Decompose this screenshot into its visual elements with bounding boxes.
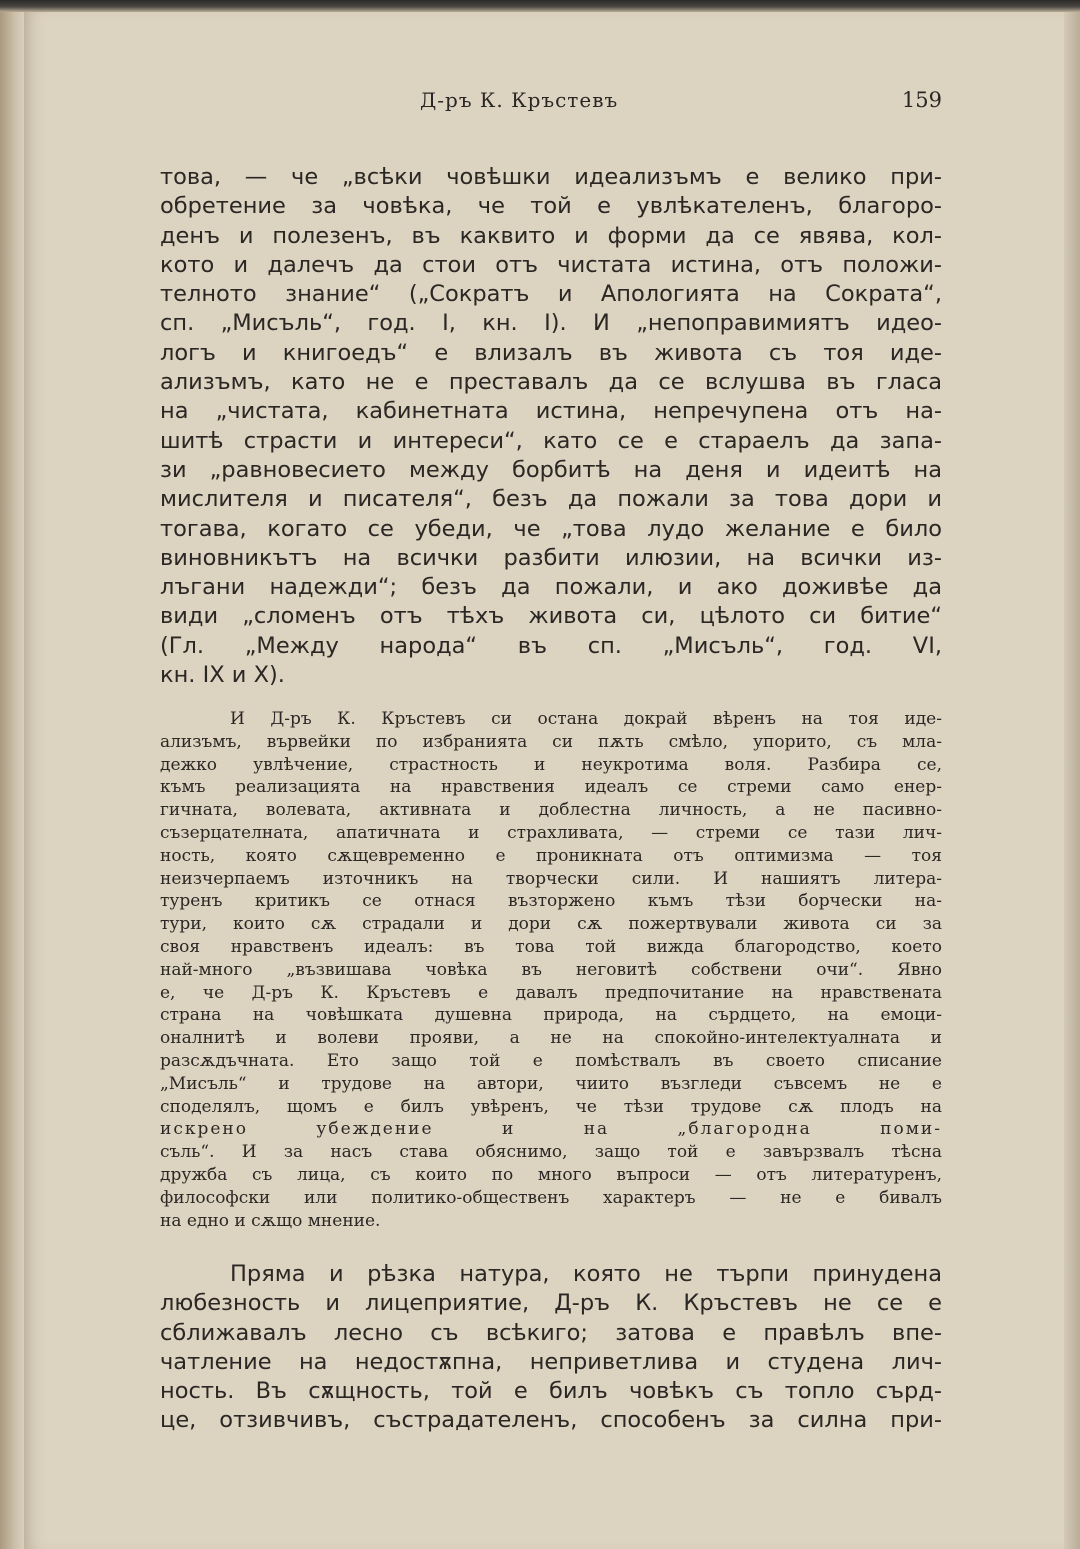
- text-line: лъгани надежди“; безъ да пожали, и ако доживѣе да: [160, 574, 942, 601]
- text-line: философски или политико-общественъ характеръ — не е бивалъ: [160, 1187, 942, 1208]
- text-line: съль“. И за насъ става обяснимо, защо той е завързвалъ тѣсна: [160, 1142, 942, 1163]
- text-line: къмъ реализацията на нравствения идеалъ се стреми само енер-: [160, 777, 942, 798]
- text-line: (Гл. „Между народа“ въ сп. „Мисъль“, год. VI,: [160, 632, 942, 659]
- text-line: кн. IX и X).: [160, 662, 285, 689]
- text-line: И Д-ръ К. Кръстевъ си остана докрай вѣренъ на тоя иде-: [230, 709, 942, 729]
- page-number: 159: [901, 88, 942, 112]
- text-line: своя нравственъ идеалъ: въ това той вижда благородство, което: [160, 936, 942, 957]
- paragraph-small-print: [160, 708, 942, 1232]
- text-line: оналнитѣ и волеви прояви, а не на спокойно-интелектуалната и: [160, 1028, 942, 1049]
- text-line: дежко увлѣчение, страстность и неукротима воля. Разбира се,: [160, 754, 942, 775]
- text-line: зи „равновесието между борбитѣ на деня и идеитѣ на: [160, 456, 942, 483]
- text-line: види „сломенъ отъ тѣхъ живота си, цѣлото си битие“: [160, 603, 942, 630]
- paragraph-main-text: [160, 163, 942, 690]
- text-line: туренъ критикъ се отнася възторжено къмъ тѣзи борчески на-: [160, 891, 942, 912]
- text-line: тури, които сѫ страдали и дори сѫ пожертвували живота си за: [160, 914, 942, 935]
- text-line: разсѫдъчната. Ето защо той е помѣствалъ въ своето списание: [160, 1050, 942, 1071]
- book-binding-edge: [0, 12, 24, 1549]
- text-line: сближавалъ лесно съ всѣкиго; затова е правѣлъ впе-: [160, 1319, 942, 1346]
- text-line: шитѣ страсти и интереси“, като се е стараелъ да запа-: [160, 427, 942, 454]
- text-line: е, че Д-ръ К. Кръстевъ е давалъ предпочитание на нравствената: [160, 982, 942, 1003]
- text-line: виновникътъ на всички разбити илюзии, на всички из-: [160, 544, 942, 571]
- text-line: логъ и книгоедъ“ е влизалъ въ живота съ тоя иде-: [160, 339, 942, 366]
- text-line: неизчерпаемъ източникъ на творчески сили. И нашиятъ литера-: [160, 868, 942, 889]
- text-line: дружба съ лица, съ които по много въпроси — отъ литературенъ,: [160, 1164, 942, 1185]
- text-line: сп. „Мисъль“, год. I, кн. I). И „непоправимиятъ идео-: [160, 310, 942, 337]
- text-line: денъ и полезенъ, въ каквито и форми да се явява, кол-: [160, 222, 942, 249]
- text-line: на едно и сѫщо мнение.: [160, 1210, 381, 1231]
- text-line: любезность и лицеприятие, Д-ръ К. Кръстевъ не се е: [160, 1290, 942, 1317]
- text-line: тогава, когато се убеди, че „това лудо желание е било: [160, 515, 942, 542]
- text-line: обретение за човѣка, че той е увлѣкателенъ, благоро-: [160, 193, 942, 220]
- running-head: Д-ръ К. Кръстевъ: [420, 88, 619, 112]
- text-line: на „чистата, кабинетната истина, непречупена отъ на-: [160, 398, 942, 425]
- book-top-edge: [0, 0, 1080, 12]
- text-line: ализъмъ, вървейки по избранията си пѫть смѣло, упорито, съ мла-: [160, 731, 942, 752]
- text-line: съзерцателната, апатичната и страхливата, — стреми се тази лич-: [160, 822, 942, 843]
- page-right-edge: [1064, 12, 1080, 1549]
- text-line: кото и далечъ да стои отъ чистата истина, отъ положи-: [160, 251, 942, 278]
- text-line: ность. Въ сѫщность, той е билъ човѣкъ съ топло сърд-: [160, 1378, 942, 1405]
- text-line: гичната, волевата, активната и доблестна личность, а не пасивно-: [160, 800, 942, 821]
- text-line: споделялъ, щомъ е билъ увѣренъ, че тѣзи трудове сѫ плодъ на: [160, 1096, 942, 1117]
- text-line: мислителя и писателя“, безъ да пожали за това дори и: [160, 486, 942, 513]
- text-line: це, отзивчивъ, състрадателенъ, способенъ за силна при-: [160, 1407, 942, 1434]
- text-line: ализъмъ, като не е преставалъ да се вслушва въ гласа: [160, 369, 942, 396]
- text-line: това, — че „всѣки човѣшки идеализъмъ е велико при-: [160, 164, 942, 190]
- paragraph-main-text: [160, 1260, 942, 1436]
- text-line: чатление на недостѫпна, неприветлива и студена лич-: [160, 1348, 942, 1375]
- text-line: ность, която сѫщевременно е проникната отъ оптимизма — тоя: [160, 845, 942, 866]
- text-line: Пряма и рѣзка натура, която не търпи принудена: [230, 1261, 942, 1287]
- text-line: „Мисъль“ и трудове на автори, чиито възгледи съвсемъ не е: [160, 1073, 942, 1094]
- text-line: най-много „възвишава човѣка въ неговитѣ собствени очи“. Явно: [160, 959, 942, 980]
- text-line: телното знание“ („Сократъ и Апологията на Сократа“,: [160, 281, 942, 308]
- text-line: страна на човѣшката душевна природа, на сърдцето, на емоци-: [160, 1005, 942, 1026]
- text-line: искрено убеждение и на „благородна поми-: [160, 1119, 942, 1140]
